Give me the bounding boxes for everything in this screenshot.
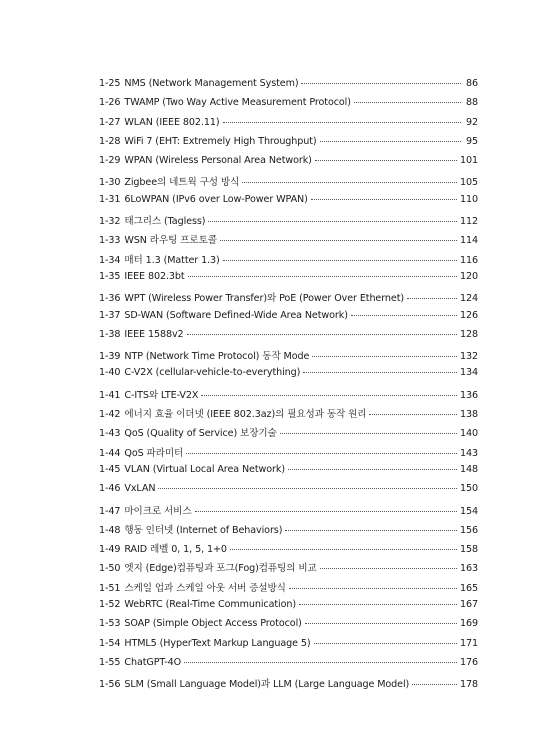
toc-dot-leader: [285, 530, 457, 531]
toc-entry[interactable]: [99, 194, 478, 213]
toc-entry-page: 114: [459, 235, 478, 247]
toc-entry[interactable]: [99, 464, 478, 483]
toc-entry-number: 1-44: [99, 447, 121, 459]
toc-entry-page: 116: [459, 254, 478, 266]
toc-entry-title: 마이크로 서비스: [124, 505, 192, 517]
toc-entry-number: 1-25: [99, 78, 121, 89]
toc-dot-leader: [288, 469, 457, 470]
toc-entry[interactable]: [99, 252, 478, 271]
toc-entry-page: 136: [459, 389, 478, 401]
toc-entry-title: HTML5 (HyperText Markup Language 5): [124, 637, 311, 649]
toc-entry-page: 171: [459, 637, 478, 649]
toc-entry-number: 1-34: [99, 254, 121, 266]
toc-entry-number: 1-30: [99, 177, 121, 189]
toc-entry-number: 1-26: [99, 97, 121, 109]
toc-dot-leader: [407, 298, 457, 299]
toc-entry[interactable]: [99, 155, 478, 174]
toc-entry-page: 156: [459, 524, 478, 536]
toc-dot-leader: [201, 395, 457, 396]
toc-dot-leader: [303, 372, 457, 373]
toc-entry-page: 88: [465, 97, 478, 109]
toc-entry[interactable]: [99, 97, 478, 116]
toc-entry-page: 167: [459, 599, 478, 611]
toc-entry-page: 150: [459, 483, 478, 495]
toc-entry-title: WebRTC (Real-Time Communication): [124, 599, 296, 611]
toc-entry-title: WLAN (IEEE 802.11): [124, 116, 220, 128]
toc-entry[interactable]: [99, 174, 478, 193]
toc-entry-number: 1-41: [99, 389, 121, 401]
toc-entry-title: WSN 라우팅 프로토콜: [124, 235, 217, 247]
toc-entry-page: 120: [459, 270, 478, 282]
toc-entry-number: 1-38: [99, 328, 121, 340]
toc-entry-title: WiFi 7 (EHT: Extremely High Throughput): [124, 135, 317, 147]
toc-dot-leader: [289, 588, 457, 589]
toc-dot-leader: [315, 160, 457, 161]
toc-dot-leader: [320, 141, 461, 142]
toc-dot-leader: [195, 511, 457, 512]
toc-entry-number: 1-43: [99, 428, 121, 440]
toc-entry-page: 132: [459, 351, 478, 363]
toc-entry-title: QoS 파라미터: [124, 447, 184, 459]
toc-entry-title: TWAMP (Two Way Active Measurement Protocol): [124, 97, 351, 109]
toc-entry-title: NTP (Network Time Protocol) 동작 Mode: [124, 351, 310, 363]
toc-entry[interactable]: [99, 580, 478, 599]
toc-entry-number: 1-39: [99, 351, 121, 363]
toc-entry-title: Zigbee의 네트웍 구성 방식: [124, 177, 240, 189]
toc-entry-page: 138: [459, 409, 478, 421]
toc-dot-leader: [369, 414, 457, 415]
toc-entry-number: 1-51: [99, 582, 121, 594]
toc-entry-page: 126: [459, 309, 478, 321]
toc-entry-page: 154: [459, 505, 478, 517]
toc-entry-title: 태그리스 (Tagless): [124, 216, 206, 228]
toc-entry[interactable]: [99, 618, 478, 637]
toc-entry-number: 1-46: [99, 483, 121, 495]
toc-dot-leader: [184, 662, 457, 663]
toc-entry-title: 에너지 효율 이더넷 (IEEE 802.3az)의 필요성과 동작 원리: [124, 409, 367, 421]
toc-dot-leader: [314, 643, 457, 644]
toc-dot-leader: [320, 568, 457, 569]
toc-entry[interactable]: [99, 503, 478, 522]
toc-entry[interactable]: [99, 387, 478, 406]
toc-entry-page: 169: [459, 618, 478, 630]
toc-entry-number: 1-31: [99, 193, 121, 205]
toc-dot-leader: [220, 240, 457, 241]
toc-entry-title: WPAN (Wireless Personal Area Network): [124, 155, 312, 167]
toc-entry[interactable]: [99, 348, 478, 367]
toc-entry-page: 140: [459, 428, 478, 440]
toc-entry-number: 1-36: [99, 293, 121, 305]
toc-dot-leader: [299, 604, 457, 605]
toc-entry-number: 1-48: [99, 524, 121, 536]
toc-entry-number: 1-28: [99, 135, 121, 147]
toc-entry-number: 1-33: [99, 235, 121, 247]
toc-dot-leader: [242, 182, 457, 183]
toc-dot-leader: [186, 453, 457, 454]
toc-dot-leader: [354, 102, 461, 103]
toc-entry-page: 112: [459, 216, 478, 228]
toc-entry-title: NMS (Network Management System): [124, 78, 299, 89]
toc-entry-number: 1-42: [99, 409, 121, 421]
toc-entry[interactable]: [99, 136, 478, 155]
toc-entry-title: QoS (Quality of Service) 보장기술: [124, 428, 277, 440]
toc-entry[interactable]: [99, 657, 478, 676]
toc-entry[interactable]: [99, 599, 478, 618]
toc-entry-number: 1-32: [99, 216, 121, 228]
toc-entry-page: 148: [459, 463, 478, 475]
toc-entry[interactable]: [99, 425, 478, 444]
toc-dot-leader: [188, 276, 457, 277]
toc-dot-leader: [187, 334, 457, 335]
toc-entry-page: 134: [459, 367, 478, 379]
toc-entry[interactable]: [99, 310, 478, 329]
toc-dot-leader: [312, 356, 457, 357]
toc-entry-page: 124: [459, 293, 478, 305]
toc-entry-title: VLAN (Virtual Local Area Network): [124, 463, 285, 475]
toc-entry-number: 1-35: [99, 270, 121, 282]
toc-entry-title: ChatGPT-4O: [124, 656, 182, 668]
toc-entry-number: 1-50: [99, 563, 121, 575]
toc-entry-number: 1-45: [99, 463, 121, 475]
toc-entry-number: 1-49: [99, 544, 121, 556]
toc-entry-page: 105: [459, 177, 478, 189]
toc-dot-leader: [158, 488, 457, 489]
toc-entry[interactable]: [99, 213, 478, 232]
toc-entry-number: 1-37: [99, 309, 121, 321]
toc-entry-title: 스케일 업과 스케일 아웃 서버 증설방식: [124, 582, 286, 594]
toc-entry-title: 엣지 (Edge)컴퓨팅과 포그(Fog)컴퓨팅의 비교: [124, 563, 317, 575]
toc-entry-number: 1-40: [99, 367, 121, 379]
toc-entry-title: 매터 1.3 (Matter 1.3): [124, 254, 220, 266]
toc-entry-page: 95: [465, 135, 478, 147]
toc-entry[interactable]: [99, 676, 478, 695]
toc-entry-number: 1-53: [99, 618, 121, 630]
table-of-contents: [99, 78, 478, 696]
toc-entry-page: 110: [459, 193, 478, 205]
toc-entry-title: 6LoWPAN (IPv6 over Low-Power WPAN): [124, 193, 308, 205]
toc-entry[interactable]: [99, 78, 478, 97]
toc-entry-number: 1-52: [99, 599, 121, 611]
toc-entry[interactable]: [99, 290, 478, 309]
toc-entry-number: 1-27: [99, 116, 121, 128]
toc-dot-leader: [412, 684, 457, 685]
toc-entry-page: 178: [459, 679, 478, 691]
toc-entry-title: 행동 인터넷 (Internet of Behaviors): [124, 524, 283, 536]
toc-dot-leader: [305, 623, 457, 624]
toc-entry-number: 1-56: [99, 679, 121, 691]
toc-entry[interactable]: [99, 271, 478, 290]
toc-entry-page: 165: [459, 582, 478, 594]
toc-entry-title: VxLAN: [124, 483, 156, 495]
toc-entry-page: 143: [459, 447, 478, 459]
toc-entry[interactable]: [99, 367, 478, 386]
toc-entry-page: 92: [465, 116, 478, 128]
toc-entry-page: 86: [465, 78, 478, 89]
toc-dot-leader: [208, 221, 457, 222]
toc-entry-title: SD-WAN (Software Defined-Wide Area Network): [124, 309, 348, 321]
toc-entry[interactable]: [99, 117, 478, 136]
toc-entry[interactable]: [99, 329, 478, 348]
toc-dot-leader: [230, 549, 457, 550]
toc-entry-page: 158: [459, 544, 478, 556]
toc-entry-page: 176: [459, 656, 478, 668]
toc-entry[interactable]: [99, 445, 478, 464]
toc-entry-number: 1-29: [99, 155, 121, 167]
toc-entry-title: WPT (Wireless Power Transfer)와 PoE (Power Over Ethernet): [124, 293, 404, 305]
toc-entry[interactable]: [99, 638, 478, 657]
toc-entry-number: 1-47: [99, 505, 121, 517]
toc-dot-leader: [223, 122, 461, 123]
toc-entry-number: 1-54: [99, 637, 121, 649]
toc-entry-title: SLM (Small Language Model)과 LLM (Large Language Model): [124, 679, 410, 691]
toc-entry-title: C-ITS와 LTE-V2X: [124, 389, 199, 401]
toc-entry[interactable]: [99, 483, 478, 502]
toc-entry[interactable]: [99, 522, 478, 541]
toc-dot-leader: [223, 260, 457, 261]
toc-dot-leader: [311, 199, 457, 200]
toc-dot-leader: [280, 433, 457, 434]
toc-dot-leader: [351, 315, 457, 316]
toc-entry-title: C-V2X (cellular-vehicle-to-everything): [124, 367, 301, 379]
toc-entry-number: 1-55: [99, 656, 121, 668]
toc-entry[interactable]: [99, 541, 478, 560]
toc-entry[interactable]: [99, 232, 478, 251]
toc-entry-title: IEEE 1588v2: [124, 328, 184, 340]
toc-entry-page: 101: [459, 155, 478, 167]
toc-entry-title: RAID 레벨 0, 1, 5, 1+0: [124, 544, 227, 556]
toc-entry-title: SOAP (Simple Object Access Protocol): [124, 618, 302, 630]
toc-entry-title: IEEE 802.3bt: [124, 270, 185, 282]
toc-entry-page: 128: [459, 328, 478, 340]
toc-entry-page: 163: [459, 563, 478, 575]
toc-entry[interactable]: [99, 560, 478, 579]
toc-dot-leader: [301, 83, 461, 84]
toc-entry[interactable]: [99, 406, 478, 425]
